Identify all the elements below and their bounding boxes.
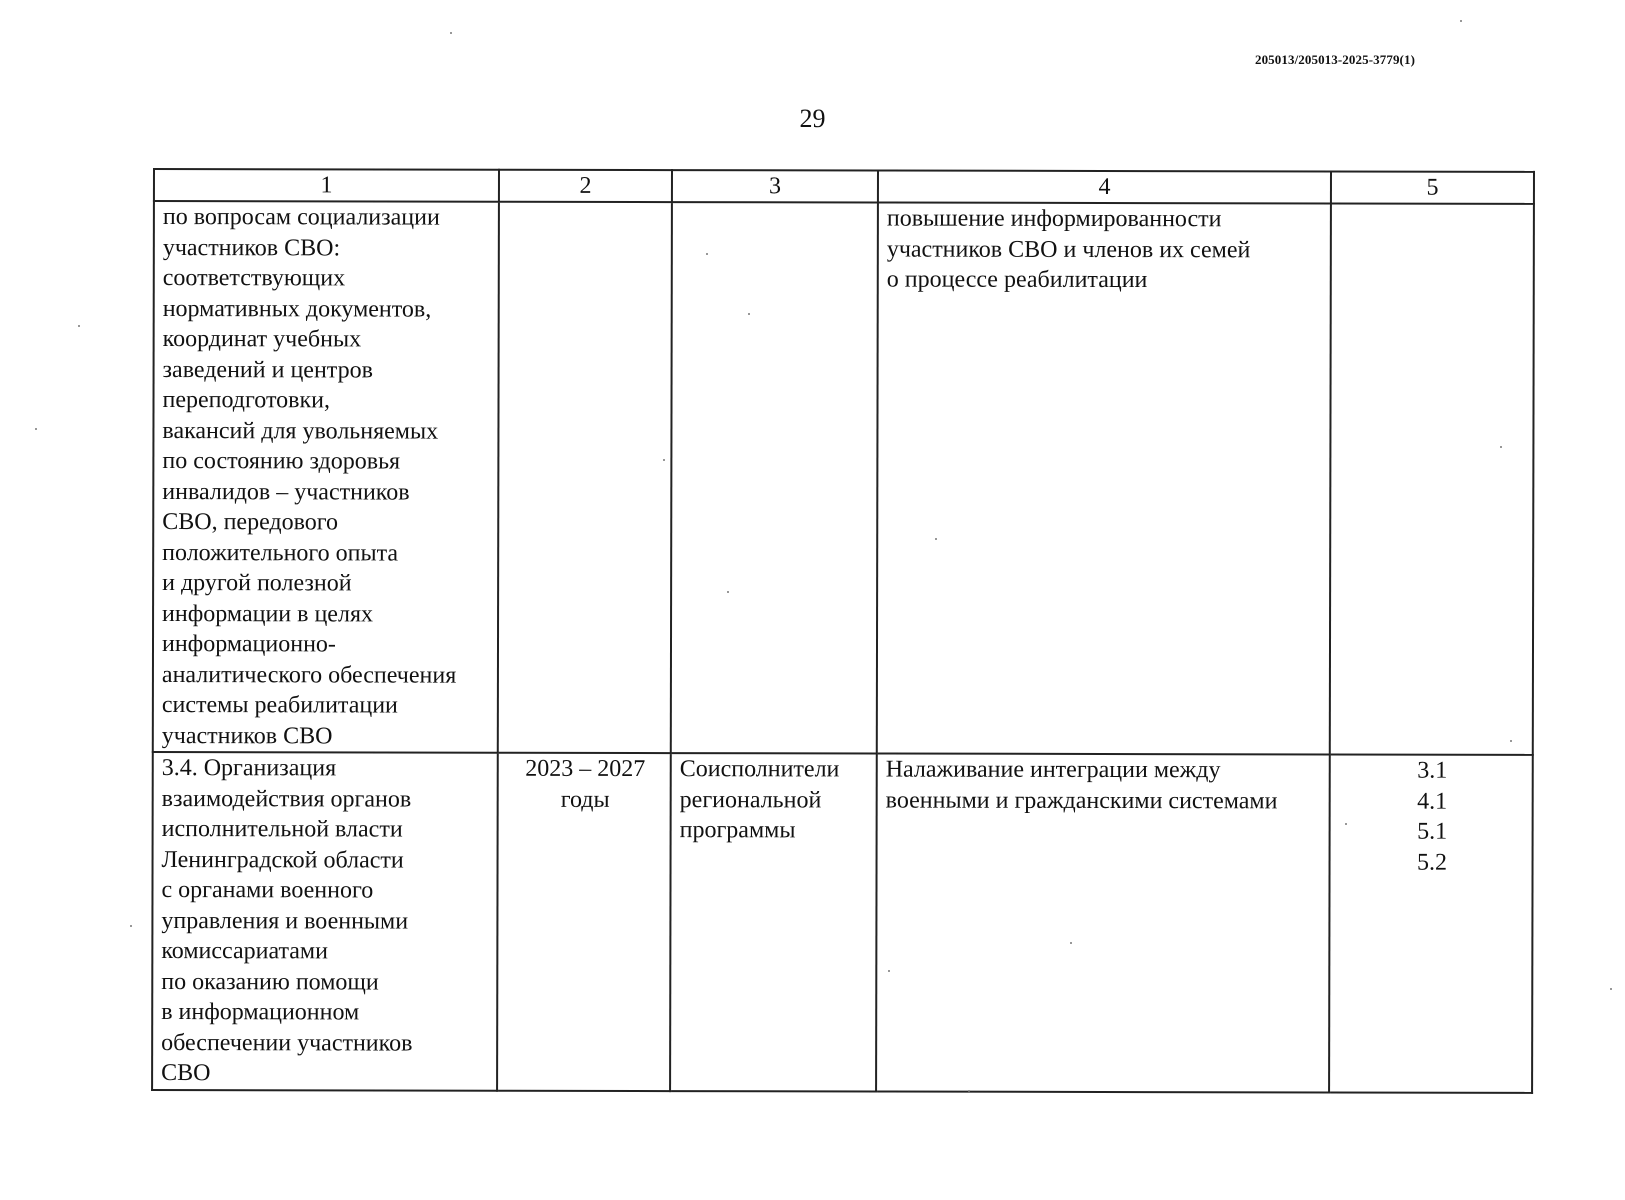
table-cell-col-5 (1330, 203, 1534, 754)
scan-speck (748, 313, 750, 315)
table-cell-col-1 (152, 752, 498, 1090)
scan-speck (663, 459, 665, 461)
scan-speck (888, 970, 890, 972)
cell-text-line: повышение информированности (886, 205, 1222, 233)
cell-text-line: 2023 – 2027 (525, 755, 646, 783)
table-cell-col-3 (670, 753, 877, 1091)
cell-text-line: 3.4. Организация (161, 755, 337, 782)
cell-text-line: 5.1 (1417, 818, 1448, 845)
scan-speck (968, 1090, 970, 1092)
column-header-4: 4 (878, 171, 1331, 204)
scan-speck (1070, 942, 1072, 944)
cell-text-line: военными и гражданскими системами (885, 787, 1278, 814)
scan-speck (1345, 823, 1347, 825)
cell-text-line: переподготовки, (162, 387, 330, 414)
cell-text-line: обеспечении участников (161, 1029, 413, 1057)
table-header-row (154, 169, 1534, 204)
cell-text-line: Налаживание интеграции между (885, 756, 1221, 784)
column-header-5: 5 (1331, 171, 1534, 203)
cell-text-line: по состоянию здоровья (162, 448, 401, 475)
cell-text-line: участников СВО и членов их семей (886, 236, 1251, 263)
cell-text-line: 5.2 (1417, 849, 1448, 876)
cell-text-line: в информационном (161, 999, 360, 1026)
page-number: 29 (799, 104, 826, 133)
cell-text-line: и другой полезной (162, 570, 352, 597)
cell-text-line: программы (679, 817, 796, 844)
cell-text-line: заведений и центров (162, 356, 373, 383)
table-row (152, 752, 1533, 1092)
table-cell-col-3 (671, 202, 878, 753)
cell-text-line: Соисполнители (679, 756, 840, 783)
cell-text-line: Ленинградской области (161, 846, 404, 874)
scan-speck (78, 325, 80, 327)
cell-text-line: вакансий для увольняемых (162, 417, 439, 445)
column-header-1: 1 (154, 169, 499, 202)
cell-text-line: координат учебных (162, 326, 362, 353)
cell-text-line: управления и военными (161, 907, 409, 935)
cell-text-line: 3.1 (1417, 757, 1448, 784)
column-header-3: 3 (672, 170, 878, 202)
cell-text-line: информационно- (161, 631, 336, 658)
column-header-2: 2 (499, 170, 672, 202)
scan-speck (1610, 988, 1612, 990)
scan-speck (706, 253, 708, 255)
cell-text-line: системы реабилитации (161, 692, 398, 719)
scan-speck (727, 591, 729, 593)
scan-speck (1510, 740, 1512, 742)
document-id: 205013/205013-2025-3779(1) (1254, 52, 1415, 67)
scan-speck (130, 925, 132, 927)
scan-speck (1460, 20, 1462, 22)
scan-speck (35, 428, 37, 430)
table-cell-col-2 (498, 202, 672, 753)
cell-text-line: исполнительной власти (161, 816, 403, 843)
cell-text-line: СВО, передового (162, 509, 339, 536)
cell-text-line: о процессе реабилитации (886, 266, 1148, 294)
cell-text-line: нормативных документов, (162, 295, 432, 323)
scan-speck (1500, 446, 1502, 448)
cell-text-line: комиссариатами (161, 938, 328, 965)
cell-text-line: 4.1 (1417, 788, 1448, 815)
cell-text-line: участников СВО: (162, 234, 341, 261)
cell-text-line: аналитического обеспечения (161, 661, 457, 689)
cell-text-line: с органами военного (161, 877, 374, 904)
table-cell-col-4 (876, 754, 1330, 1092)
scan-speck (450, 32, 452, 34)
cell-text-line: положительного опыта (162, 539, 399, 567)
cell-text-line: годы (560, 786, 610, 813)
table-cell-col-2 (497, 753, 671, 1091)
cell-text-line: СВО (161, 1060, 211, 1087)
program-table (151, 168, 1535, 1093)
cell-text-line: участников СВО (161, 722, 333, 749)
cell-text-line: инвалидов – участников (162, 478, 410, 506)
table-cell-col-1 (153, 201, 499, 753)
cell-text-line: взаимодействия органов (161, 785, 412, 813)
scan-speck (935, 538, 937, 540)
table-row (153, 201, 1534, 755)
cell-text-line: соответствующих (162, 265, 346, 292)
cell-text-line: региональной (679, 786, 822, 813)
cell-text-line: информации в целях (162, 600, 374, 627)
table-cell-col-5 (1329, 754, 1533, 1092)
table-cell-col-4 (877, 203, 1331, 755)
cell-text-line: по оказанию помощи (161, 968, 379, 995)
cell-text-line: по вопросам социализации (162, 204, 440, 231)
